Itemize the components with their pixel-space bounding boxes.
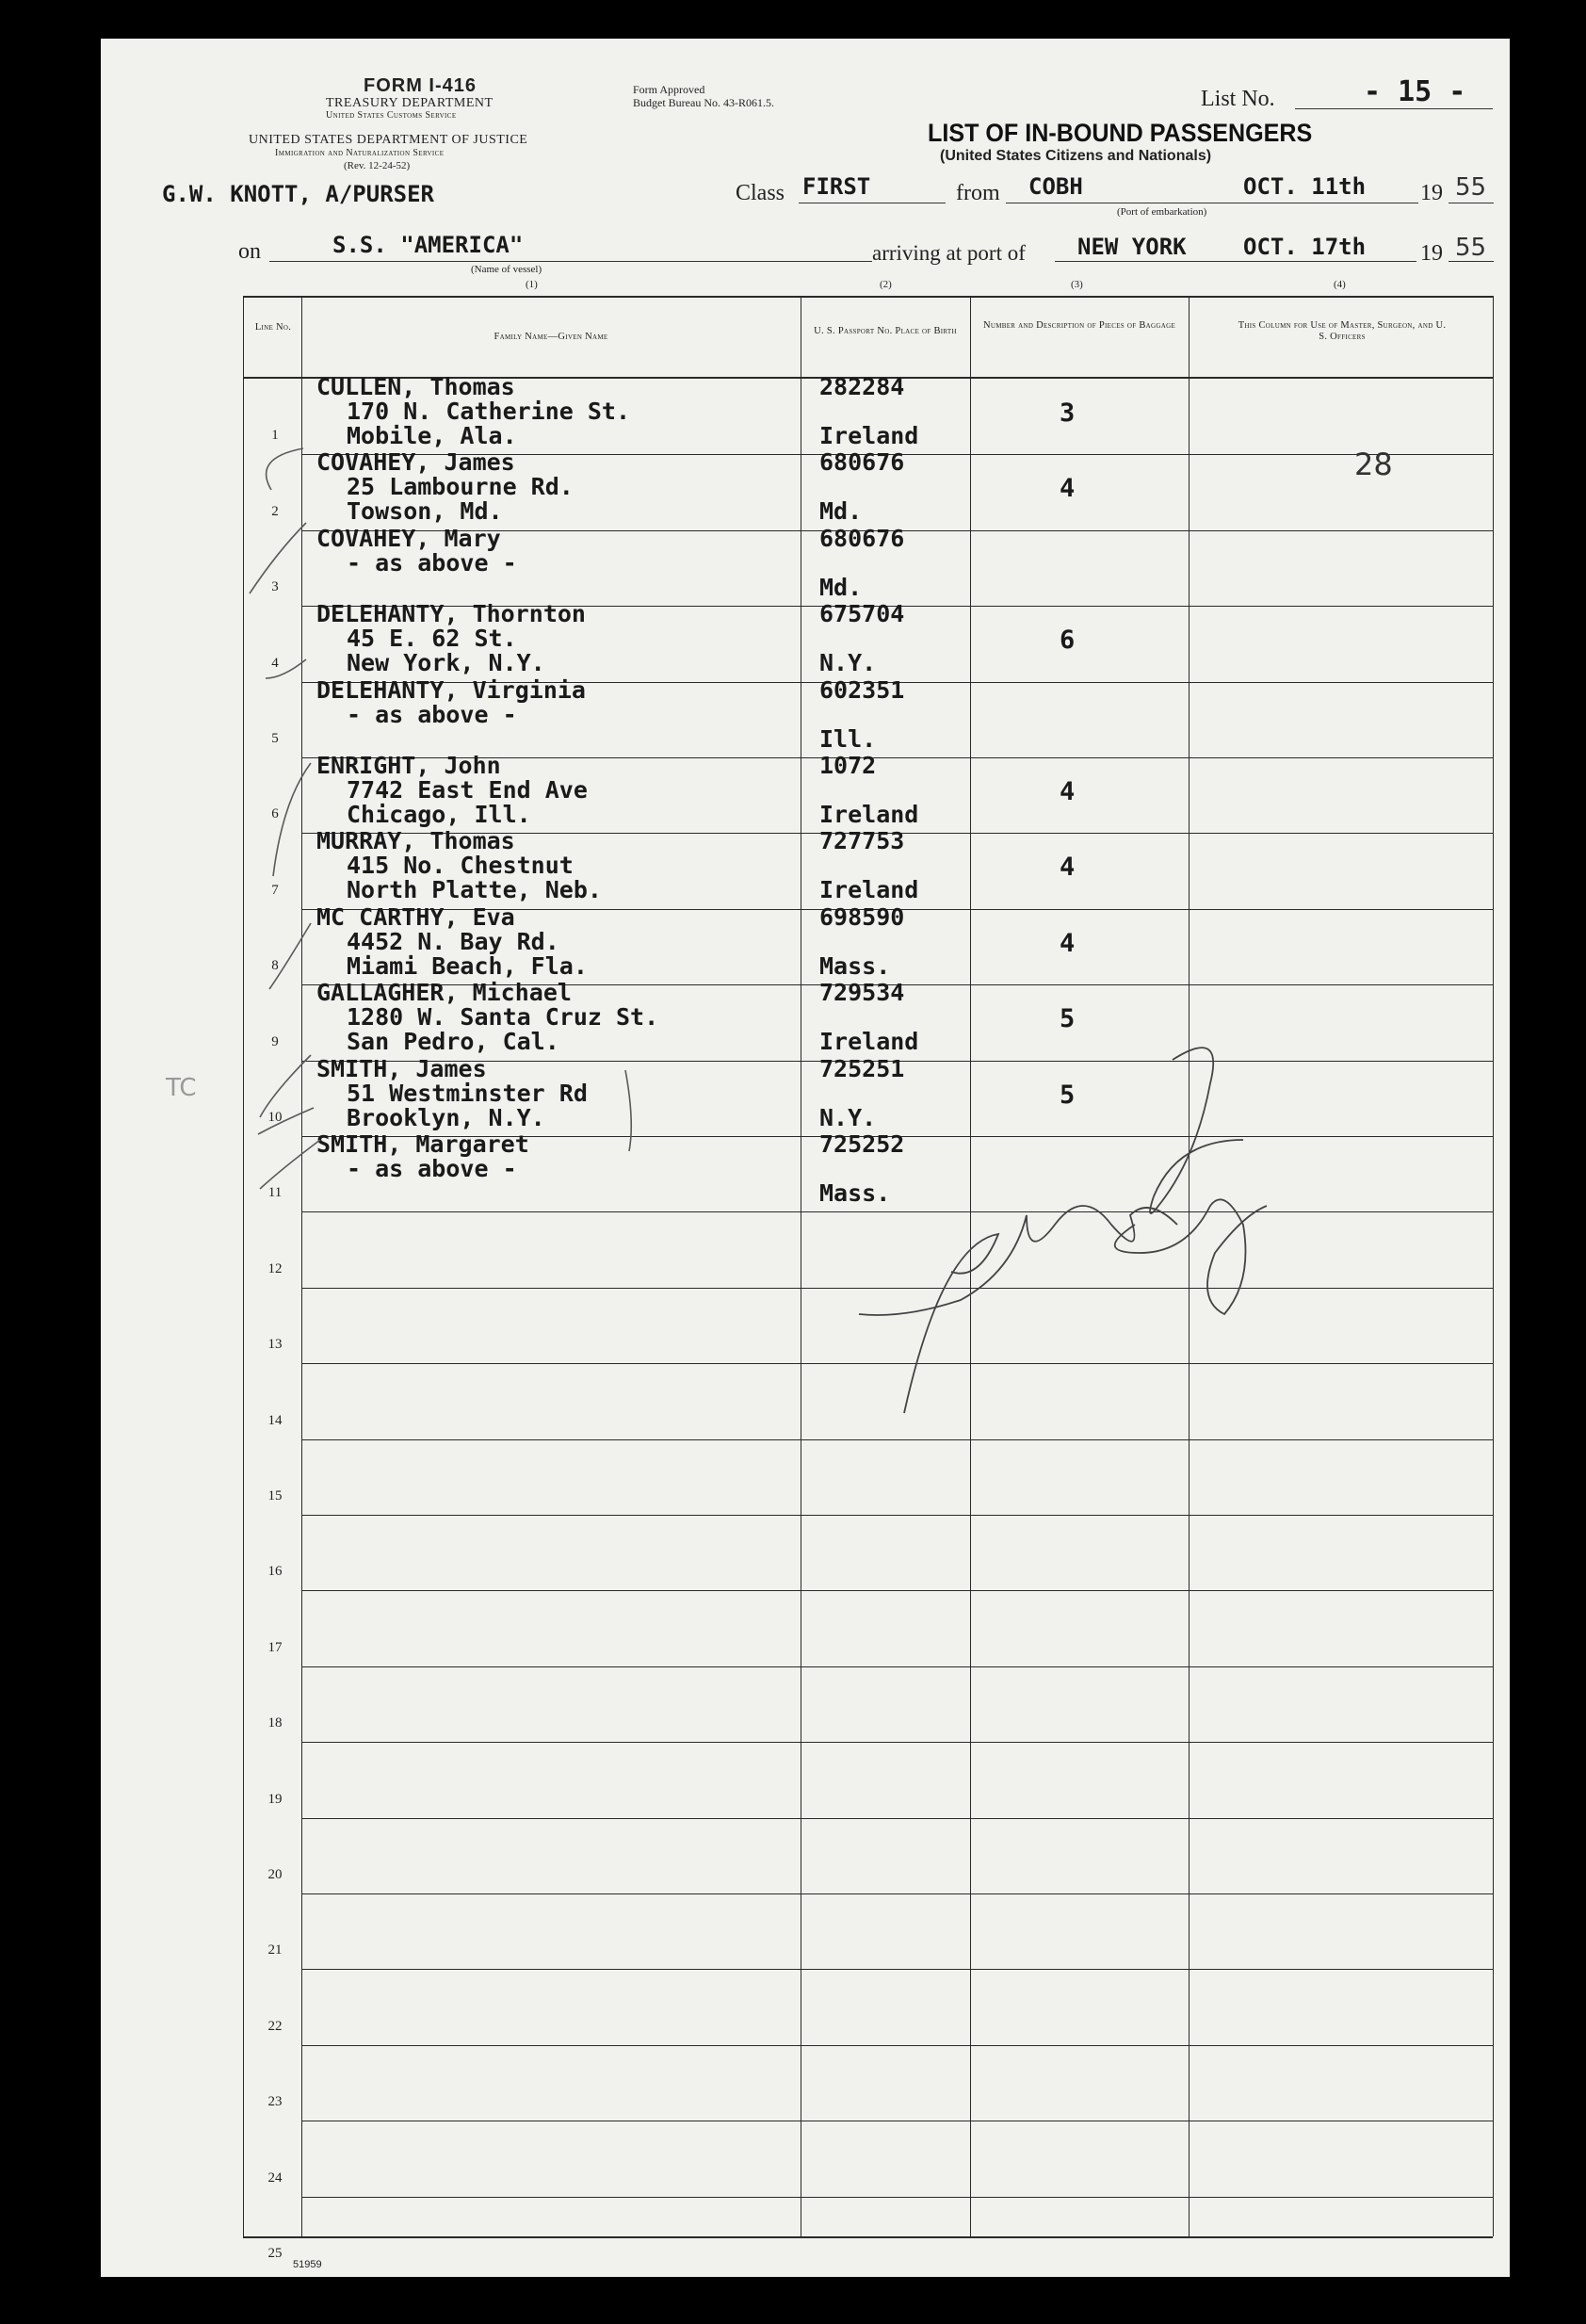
passport-number: 680676 <box>819 524 905 552</box>
passenger-city: Mobile, Ala. <box>347 422 517 449</box>
row-rule <box>301 1439 1493 1440</box>
passenger-city: Chicago, Ill. <box>347 801 531 828</box>
place-of-birth: Md. <box>819 497 863 526</box>
vessel-caption: (Name of vessel) <box>471 264 542 275</box>
table-right-border <box>1493 296 1494 2236</box>
form-page <box>101 39 1510 2277</box>
passenger-name: MURRAY, Thomas <box>316 827 515 855</box>
form-number: FORM I-416 <box>364 75 477 96</box>
class-label: Class <box>736 181 785 205</box>
vessel-name: S.S. "AMERICA" <box>332 232 524 258</box>
form-justice: UNITED STATES DEPARTMENT OF JUSTICE <box>249 133 528 147</box>
passport-number: 725252 <box>819 1130 905 1158</box>
passenger-name: DELEHANTY, Thornton <box>316 600 586 628</box>
line-number: 18 <box>267 1715 283 1731</box>
baggage-count: 3 <box>1060 398 1076 428</box>
table-top-border <box>243 296 1493 298</box>
passenger-name: GALLAGHER, Michael <box>316 979 572 1007</box>
on-label: on <box>238 239 261 264</box>
row-rule <box>301 1666 1493 1667</box>
form-dept: TREASURY DEPARTMENT <box>326 96 494 110</box>
line-number: 12 <box>267 1260 283 1276</box>
row-rule <box>301 2045 1493 2046</box>
place-of-birth: Ireland <box>819 422 919 449</box>
baggage-count: 4 <box>1060 853 1076 883</box>
departure-date: OCT. 11th <box>1243 173 1367 200</box>
passenger-city: New York, N.Y. <box>347 649 545 677</box>
line-number: 21 <box>267 1942 283 1958</box>
row-rule <box>301 1969 1493 1970</box>
line-number: 17 <box>267 1639 283 1655</box>
passenger-address: 170 N. Catherine St. <box>347 398 631 425</box>
form-subtitle: (United States Citizens and Nationals) <box>940 148 1212 164</box>
passenger-city: Towson, Md. <box>347 497 503 526</box>
departure-year-prefix: 19 <box>1420 181 1443 205</box>
row-rule <box>301 1590 1493 1591</box>
line-number: 24 <box>267 2170 283 2186</box>
line-number: 15 <box>267 1488 283 1503</box>
place-of-birth: Mass. <box>819 1179 891 1207</box>
passport-number: 729534 <box>819 979 905 1007</box>
row-rule <box>301 1818 1493 1819</box>
col-header-passport: U. S. Passport No. Place of Birth <box>814 326 957 336</box>
arrival-port: NEW YORK <box>1077 234 1187 260</box>
baggage-divider <box>1189 296 1190 2236</box>
col-number-4: (4) <box>1334 279 1346 290</box>
passenger-address: 7742 East End Ave <box>347 776 588 804</box>
form-revision: (Rev. 12-24-52) <box>344 160 411 171</box>
passenger-name: SMITH, James <box>316 1054 487 1082</box>
col-header-baggage: Number and Description of Pieces of Baggage <box>982 320 1176 331</box>
baggage-count: 4 <box>1060 474 1076 504</box>
col-header-officers: This Column for Use of Master, Surgeon, and U. S. Officers <box>1238 320 1447 342</box>
passport-number: 727753 <box>819 827 905 855</box>
passenger-address: 25 Lambourne Rd. <box>347 473 574 501</box>
arrival-date: OCT. 17th <box>1243 234 1367 260</box>
from-label: from <box>956 181 1000 205</box>
list-no-label: List No. <box>1201 87 1275 111</box>
line-number: 23 <box>267 2094 283 2110</box>
row-rule <box>301 1211 1493 1212</box>
line-number: 5 <box>271 731 279 746</box>
row-rule <box>301 1288 1493 1289</box>
passport-number: 602351 <box>819 675 905 704</box>
line-number: 10 <box>267 1110 283 1125</box>
place-of-birth: N.Y. <box>819 1103 877 1131</box>
list-no-underline <box>1295 108 1493 109</box>
form-approved: Form Approved <box>633 83 705 96</box>
passenger-address: - as above - <box>347 548 517 577</box>
line-number: 1 <box>271 428 279 444</box>
table-bottom-border <box>243 2236 1493 2238</box>
place-of-birth: Ireland <box>819 876 919 904</box>
passenger-address: - as above - <box>347 1155 517 1182</box>
place-of-birth: Mass. <box>819 951 891 980</box>
line-number: 6 <box>271 806 279 822</box>
line-number: 2 <box>271 503 279 519</box>
place-of-birth: Ill. <box>819 724 877 753</box>
budget-bureau: Budget Bureau No. 43-R061.5. <box>633 96 774 109</box>
baggage-count: 4 <box>1060 777 1076 806</box>
row-rule <box>301 1515 1493 1516</box>
purser: G.W. KNOTT, A/PURSER <box>162 181 434 207</box>
place-of-birth: Ireland <box>819 801 919 828</box>
col-number-1: (1) <box>526 279 538 290</box>
passenger-city: Brooklyn, N.Y. <box>347 1103 545 1131</box>
line-number: 19 <box>267 1791 283 1807</box>
passport-number: 680676 <box>819 448 905 477</box>
baggage-count: 4 <box>1060 928 1076 958</box>
line-number: 20 <box>267 1867 283 1882</box>
port-caption: (Port of embarkation) <box>1117 206 1207 218</box>
baggage-count: 5 <box>1060 1080 1076 1110</box>
line-number: 4 <box>271 655 279 671</box>
baggage-count: 5 <box>1060 1004 1076 1034</box>
passenger-name: ENRIGHT, John <box>316 752 501 779</box>
passenger-address: 45 E. 62 St. <box>347 625 517 653</box>
passport-number: 698590 <box>819 902 905 931</box>
line-number: 14 <box>267 1412 283 1428</box>
passport-number: 725251 <box>819 1054 905 1082</box>
passport-number: 282284 <box>819 373 905 400</box>
class-value: FIRST <box>802 173 871 200</box>
row-rule <box>301 1742 1493 1743</box>
line-number: 8 <box>271 958 279 974</box>
departure-year: 55 <box>1455 173 1487 202</box>
place-of-birth: Ireland <box>819 1028 919 1056</box>
arrival-year-prefix: 19 <box>1420 241 1443 266</box>
passenger-address: 4452 N. Bay Rd. <box>347 927 559 955</box>
passenger-address: 1280 W. Santa Cruz St. <box>347 1003 659 1032</box>
line-number: 16 <box>267 1564 283 1580</box>
form-service: United States Customs Service <box>326 110 457 121</box>
arrival-year: 55 <box>1455 234 1487 262</box>
passenger-city: San Pedro, Cal. <box>347 1028 559 1056</box>
vessel-underline <box>269 261 872 262</box>
table-left-border <box>243 296 244 2236</box>
passenger-city: Miami Beach, Fla. <box>347 951 588 980</box>
line-number: 25 <box>267 2246 283 2261</box>
row-rule <box>301 1363 1493 1364</box>
baggage-count: 6 <box>1060 626 1076 656</box>
col-header-name: Family Name—Given Name <box>494 332 608 342</box>
handwritten-count: 28 <box>1354 447 1393 482</box>
line-number: 11 <box>267 1185 283 1201</box>
passenger-city: North Platte, Neb. <box>347 876 602 904</box>
col-number-2: (2) <box>880 279 892 290</box>
form-print-code: 51959 <box>293 2259 322 2270</box>
place-of-birth: N.Y. <box>819 649 877 677</box>
form-title: LIST OF IN-BOUND PASSENGERS <box>928 119 1313 147</box>
place-of-birth: Md. <box>819 573 863 601</box>
passenger-name: SMITH, Margaret <box>316 1130 529 1158</box>
line-number: 22 <box>267 2018 283 2034</box>
passenger-name: COVAHEY, Mary <box>316 524 501 552</box>
passenger-name: DELEHANTY, Virginia <box>316 675 586 704</box>
passenger-name: COVAHEY, James <box>316 448 515 477</box>
row-rule <box>301 2197 1493 2198</box>
passenger-address: 415 No. Chestnut <box>347 852 574 880</box>
passport-divider <box>970 296 971 2236</box>
line-number: 9 <box>271 1033 279 1049</box>
passenger-name: MC CARTHY, Eva <box>316 902 515 931</box>
passenger-address: - as above - <box>347 700 517 728</box>
row-rule <box>301 1893 1493 1894</box>
col-number-3: (3) <box>1071 279 1083 290</box>
passport-number: 675704 <box>819 600 905 628</box>
line-no-divider <box>301 296 302 2236</box>
margin-mark: TC <box>166 1074 197 1102</box>
list-no-value: - 15 - <box>1364 75 1466 108</box>
arrival-underline <box>1055 261 1416 262</box>
form-ins: Immigration and Naturalization Service <box>275 148 445 158</box>
col-header-line-no: Line No. <box>254 322 292 333</box>
line-number: 3 <box>271 579 279 595</box>
line-number: 13 <box>267 1337 283 1353</box>
embarkation-port: COBH <box>1028 173 1083 200</box>
line-number: 7 <box>271 882 279 898</box>
passenger-address: 51 Westminster Rd <box>347 1079 588 1107</box>
passenger-name: CULLEN, Thomas <box>316 373 515 400</box>
passport-number: 1072 <box>819 752 877 779</box>
arriving-label: arriving at port of <box>872 241 1026 265</box>
